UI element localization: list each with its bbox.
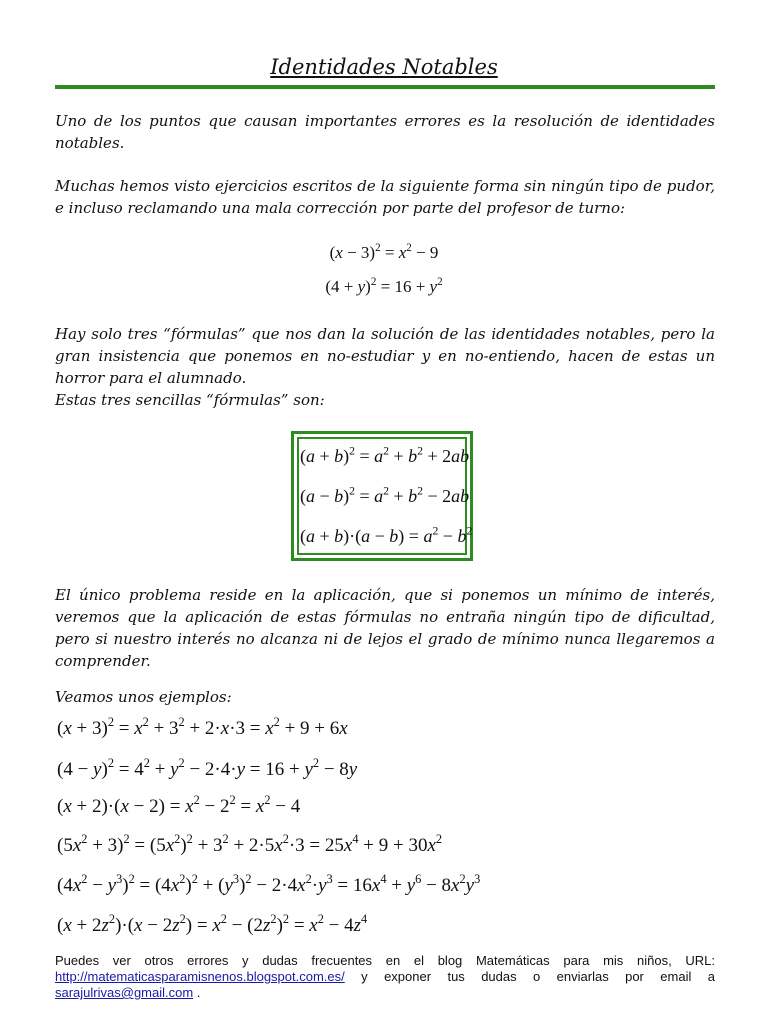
example-4: $(5x^2 + 3)^2 = (5x^2)^2 + 3^2 + 2\cdot 5x^2\cdot 3 = 25x^4 + 9 + 30x^2$: [57, 831, 443, 856]
examples-heading: Veamos unos ejemplos:: [55, 688, 232, 706]
context-paragraph: Muchas hemos visto ejercicios escritos de la siguiente forma sin ningún tipo de pudor, e incluso reclamando una mala corrección por parte del profesor de turno:: [55, 177, 715, 217]
email-link[interactable]: sarajulrivas@gmail.com: [55, 985, 194, 1000]
title-underline-rule: [55, 85, 715, 89]
application-paragraph: El único problema reside en la aplicación, que si ponemos un mínimo de interés, veremos que la aplicación de estas fórmulas no entraña ningún tipo de dificultad, pero si nuestro interés no alcanza ni de lejos el grado de mínimo nunca llegaremos a comprender.: [55, 586, 715, 670]
intro-paragraph: Uno de los puntos que causan importantes errores es la resolución de identidades notables.: [55, 112, 715, 152]
footer-text-middle: y exponer tus dudas o enviarlas por email a: [344, 969, 715, 984]
formulas-lead-paragraph: Estas tres sencillas “fórmulas” son:: [55, 391, 325, 409]
formulas-box: [291, 431, 473, 561]
example-3: $(x + 2)\cdot(x - 2) = x^2 - 2^2 = x^2 - 4$: [57, 792, 301, 817]
formula-sum-by-difference: $(a + b)\cdot(a - b) = a^2 - b^2$: [300, 524, 473, 546]
footer-note: [55, 953, 715, 1001]
footer-text-after: .: [193, 985, 201, 1000]
formula-square-difference: $(a - b)^2 = a^2 + b^2 - 2ab$: [300, 484, 470, 506]
wrong-example-2: $(4 + y)^2 = 16 + y^2$: [325, 275, 443, 296]
wrong-example-1: $(x - 3)^2 = x^2 - 9$: [329, 241, 439, 262]
blog-url-link[interactable]: http://matematicasparamisnenos.blogspot.com.es/: [55, 969, 345, 984]
example-1: $(x + 3)^2 = x^2 + 3^2 + 2\cdot x\cdot 3 = x^2 + 9 + 6x$: [57, 714, 348, 739]
example-6: $(x + 2z^2)\cdot(x - 2z^2) = x^2 - (2z^2)^2 = x^2 - 4z^4$: [57, 911, 368, 936]
formula-square-sum: $(a + b)^2 = a^2 + b^2 + 2ab$: [300, 444, 470, 466]
example-5: $(4x^2 - y^3)^2 = (4x^2)^2 + (y^3)^2 - 2\cdot 4x^2\cdot y^3 = 16x^4 + y^6 - 8x^2y^3$: [57, 871, 481, 896]
page-title: Identidades Notables: [270, 55, 498, 79]
example-2: $(4 - y)^2 = 4^2 + y^2 - 2\cdot 4\cdot y = 16 + y^2 - 8y$: [57, 755, 358, 780]
formulas-intro-paragraph: Hay solo tres “fórmulas” que nos dan la solución de las identidades notables, pero la gran insistencia que ponemos en no-estudiar y en no-entiendo, hacen de estas un horror para el alumnado.: [55, 325, 715, 387]
footer-text-before: Puedes ver otros errores y dudas frecuentes en el blog Matemáticas para mis niños, URL:: [55, 953, 715, 968]
